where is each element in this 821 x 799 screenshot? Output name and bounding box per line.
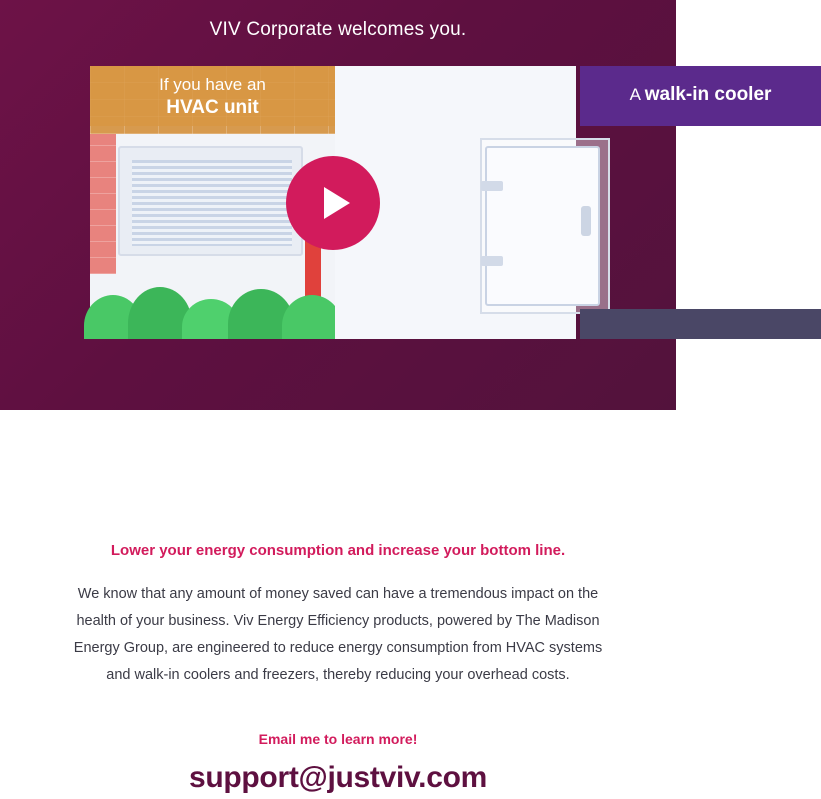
cooler-caption-strong: walk-in cooler <box>644 84 772 105</box>
play-icon <box>324 187 350 219</box>
contact-email[interactable]: support@justviv.com <box>188 760 488 794</box>
content-headline: Lower your energy consumption and increase your bottom line. <box>110 542 566 559</box>
hvac-louvers <box>132 160 292 246</box>
cooler-handle <box>581 206 591 236</box>
cta-text: Email me to learn more! <box>258 730 418 747</box>
cooler-caption-prefix: A <box>629 85 640 104</box>
cooler-hinge <box>481 181 503 191</box>
video-player[interactable] <box>90 66 772 339</box>
hvac-caption <box>90 66 335 126</box>
content-paragraph: We know that any amount of money saved can have a tremendous impact on the health of your business. Viv Energy Efficiency products, powered by The Madison Energy Group, are engineered to reduce energy consumption from HVAC systems and walk-in coolers and freezers, thereby reducing your overhead costs. <box>73 586 603 683</box>
page-title: VIV Corporate welcomes you. <box>209 19 467 40</box>
play-button[interactable] <box>286 156 380 250</box>
cooler-caption <box>580 66 821 126</box>
content-section <box>0 410 676 799</box>
bushes-graphic <box>90 279 335 339</box>
brick-wall-side <box>90 134 116 274</box>
hvac-unit-graphic <box>118 146 303 256</box>
hvac-caption-line2: HVAC unit <box>166 96 259 118</box>
hvac-caption-line1: If you have an <box>159 75 266 94</box>
bush <box>282 295 342 339</box>
hero-section <box>0 0 772 410</box>
floor <box>580 309 821 339</box>
cooler-hinge <box>481 256 503 266</box>
